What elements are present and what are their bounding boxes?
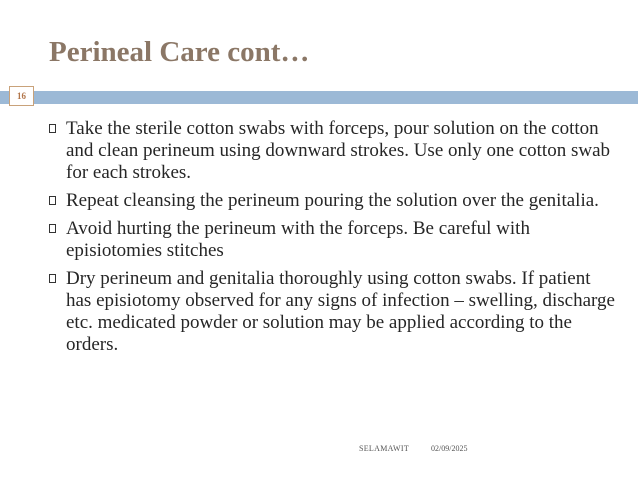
footer-author: SELAMAWIT [359,444,410,453]
square-bullet-icon [49,274,56,283]
footer-date: 02/09/2025 [431,444,468,453]
slide-title: Perineal Care cont… [49,36,310,68]
square-bullet-icon [49,224,56,233]
bullet-text: Repeat cleansing the perineum pouring the solution over the genitalia. [66,190,599,211]
bullet-text: Dry perineum and genitalia thoroughly using cotton swabs. If patient has episiotomy observed for any signs of infection – swelling, discharge etc. medicated powder or solution may be applied according to the orders. [66,268,615,355]
bullet-list [48,118,618,362]
header-bar [0,91,638,104]
bullet-text: Avoid hurting the perineum with the forceps. Be careful with episiotomies stitches [66,218,530,261]
list-item [48,218,618,262]
square-bullet-icon [49,196,56,205]
list-item [48,118,618,184]
list-item [48,190,618,212]
square-bullet-icon [49,124,56,133]
slide-number: 16 [9,86,34,106]
list-item [48,268,618,356]
bullet-text: Take the sterile cotton swabs with forceps, pour solution on the cotton and clean perineum using downward strokes. Use only one cotton swab for each strokes. [66,118,611,183]
